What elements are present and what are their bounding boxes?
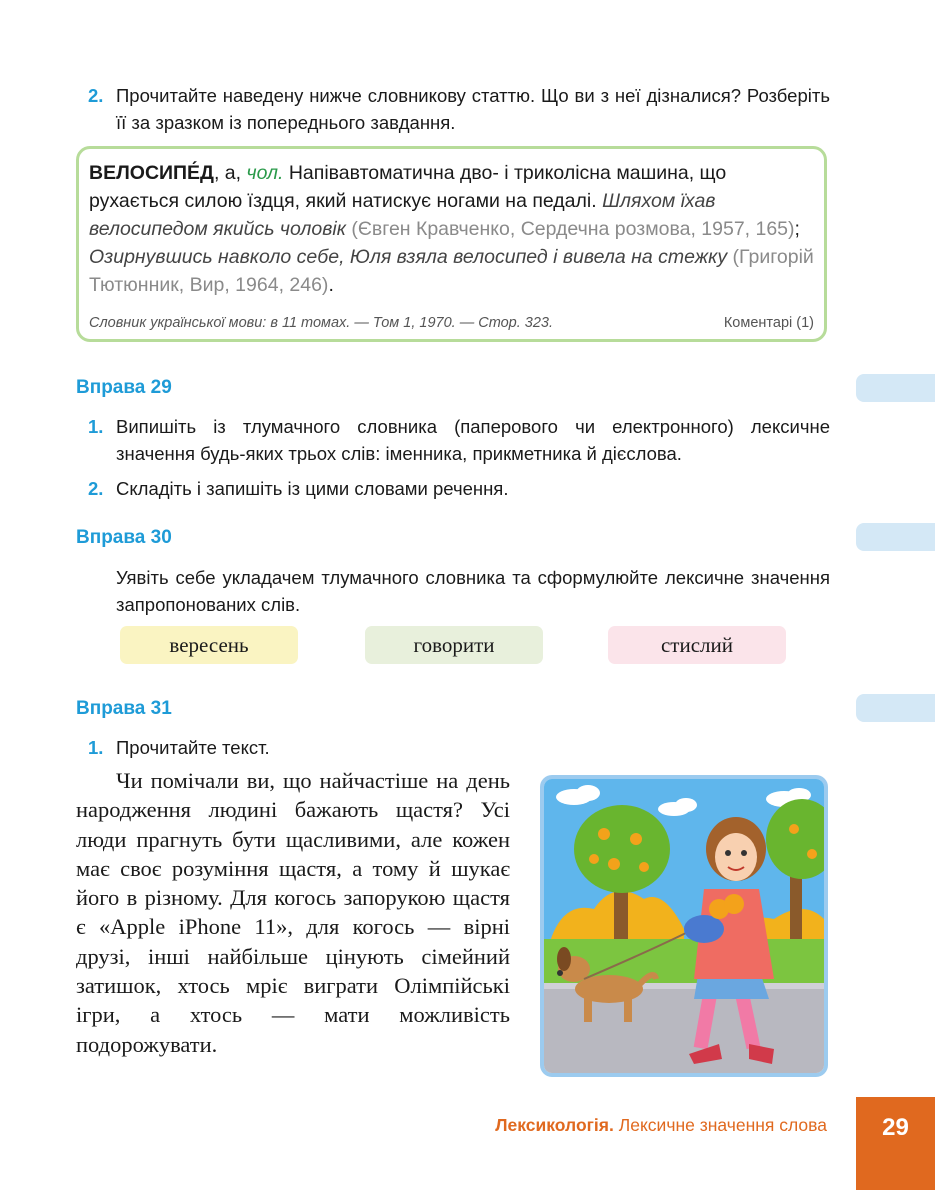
side-tab-exercise-29 (856, 374, 935, 402)
task-number: 2. (88, 478, 104, 499)
entry-end: . (328, 274, 334, 296)
example-2: Озирнувшись навколо себе, Юля взяла велосипед і вивела на стежку (89, 246, 728, 268)
task-text: Складіть і запишіть із цими словами речення. (116, 478, 509, 499)
example-1-source: (Євген Кравченко, Сердечна розмова, 1957, 165) (345, 218, 795, 240)
task-2 (88, 82, 830, 136)
reading-text: Чи помічали ви, що найчастіше на день народження людині бажають щастя? Усі люди прагнуть бути щасливими, але кожен має своє розуміння щастя, а тому й шукає його в різному. Для когось запорукою щастя є «Apple iPhone 11», для когось — вірні друзі, інші найбільше цінують сімейний затишок, хтось мріє виграти Олімпійські ігри, а хтось — мати можливість подорожувати. (76, 768, 510, 1057)
task-text: Випишіть із тлумачного словника (паперового чи електронного) лексичне значення будь-яких трьох слів: іменника, прикметника й дієслова. (116, 416, 830, 464)
task-text: Уявіть себе укладачем тлумачного словника та сформулюйте лексичне значення запропонованих слів. (116, 567, 830, 615)
exercise-30-heading: Вправа 30 (76, 527, 172, 548)
comments-link[interactable]: Коментарі (1) (723, 315, 814, 331)
exercise-29-item-1 (88, 413, 830, 467)
dictionary-citation: Словник української мови: в 11 томах. — Том 1, 1970. — Стор. 323. (89, 315, 554, 331)
exercise-29-heading: Вправа 29 (76, 377, 172, 398)
footer-topic: Лексичне значення слова (613, 1115, 827, 1135)
task-number: 1. (88, 737, 104, 758)
dictionary-entry-box (76, 146, 827, 342)
page-number: 29 (856, 1097, 935, 1190)
task-number: 1. (88, 416, 104, 437)
example-2-source: (Григорій Тютюнник, Вир, 1964, 246) (89, 246, 814, 296)
girl-walking-dog-illustration (540, 775, 828, 1077)
exercise-31-heading: Вправа 31 (76, 698, 172, 719)
gender-abbreviation: чол. (246, 162, 284, 184)
dictionary-entry-text (89, 159, 814, 299)
task-number: 2. (88, 85, 104, 106)
exercise-29-item-2 (88, 475, 830, 502)
exercise-30-task (88, 564, 830, 618)
task-text: Прочитайте наведену нижче словникову статтю. Що ви з неї дізналися? Розберіть її за зразком із попереднього завдання. (116, 85, 830, 133)
exercise-31-item-1 (88, 734, 830, 761)
running-footer (495, 1115, 827, 1136)
footer-section: Лексикологія. (495, 1115, 614, 1135)
word-card-veresen: вересень (120, 626, 298, 664)
separator: ; (794, 218, 800, 240)
side-tab-exercise-31 (856, 694, 935, 722)
illustration-svg (544, 779, 824, 1073)
grammar-info: , а, (213, 162, 242, 184)
definition: Напівавтоматична дво- і триколісна машина, що рухається силою їздця, який натискує ногами на педалі. (89, 162, 727, 212)
task-text: Прочитайте текст. (116, 737, 270, 758)
example-1: Шляхом їхав велосипедом якийсь чоловік (89, 190, 716, 240)
side-tab-exercise-30 (856, 523, 935, 551)
dictionary-footer (89, 315, 814, 331)
headword: ВЕЛОСИПЕ́Д (89, 162, 214, 184)
word-card-hovoryty: говорити (365, 626, 543, 664)
word-card-styslyi: стислий (608, 626, 786, 664)
